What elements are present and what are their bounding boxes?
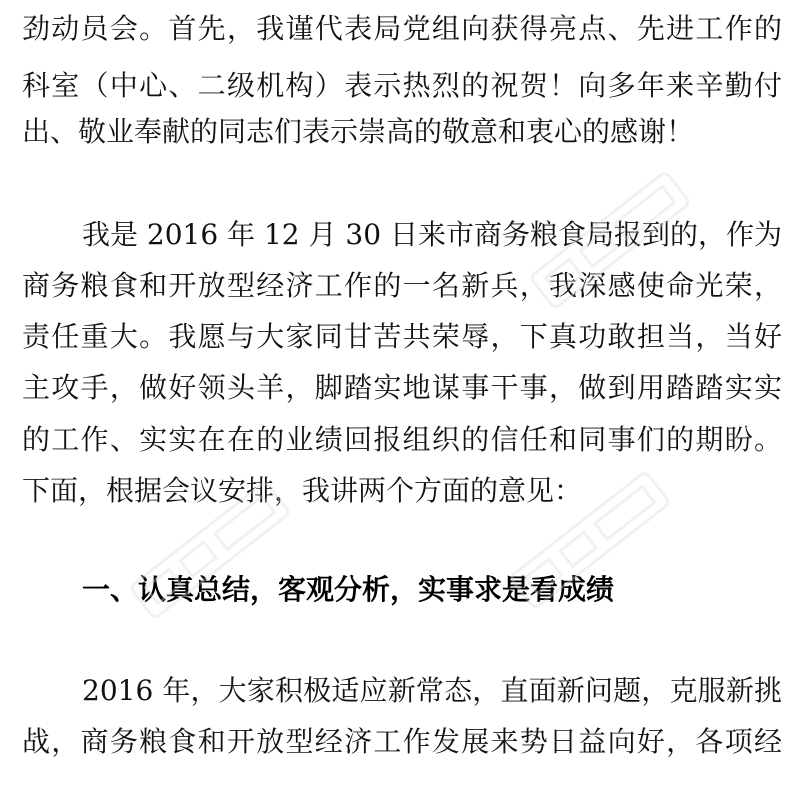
paragraph1-line-2: 科室（中心、二级机构）表示热烈的祝贺！向多年来辛勤付 bbox=[22, 69, 782, 102]
paragraph3-line-2: 战，商务粮食和开放型经济工作发展来势日益向好，各项经 bbox=[22, 725, 782, 758]
paragraph3-line-1: 2016 年，大家积极适应新常态，直面新问题，克服新挑 bbox=[82, 674, 782, 707]
paragraph2-line-1: 我是 2016 年 12 月 30 日来市商务粮食局报到的，作为 bbox=[82, 218, 782, 251]
paragraph1-line-3: 出、敬业奉献的同志们表示崇高的敬意和衷心的感谢！ bbox=[22, 115, 695, 148]
paragraph1-line-1: 劲动员会。首先，我谨代表局党组向获得亮点、先进工作的 bbox=[22, 12, 782, 45]
paragraph2-line-4: 主攻手，做好领头羊，脚踏实地谋事干事，做到用踏踏实实 bbox=[22, 371, 782, 404]
paragraph2-line-3: 责任重大。我愿与大家同甘苦共荣辱，下真功敢担当，当好 bbox=[22, 320, 782, 353]
paragraph2-line-6: 下面，根据会议安排，我讲两个方面的意见： bbox=[22, 474, 583, 507]
paragraph2-line-2: 商务粮食和开放型经济工作的一名新兵，我深感使命光荣， bbox=[22, 269, 782, 302]
paragraph2-line-5: 的工作、实实在在的业绩回报组织的信任和同事们的期盼。 bbox=[22, 423, 782, 456]
section-heading: 一、认真总结，客观分析，实事求是看成绩 bbox=[82, 573, 615, 606]
